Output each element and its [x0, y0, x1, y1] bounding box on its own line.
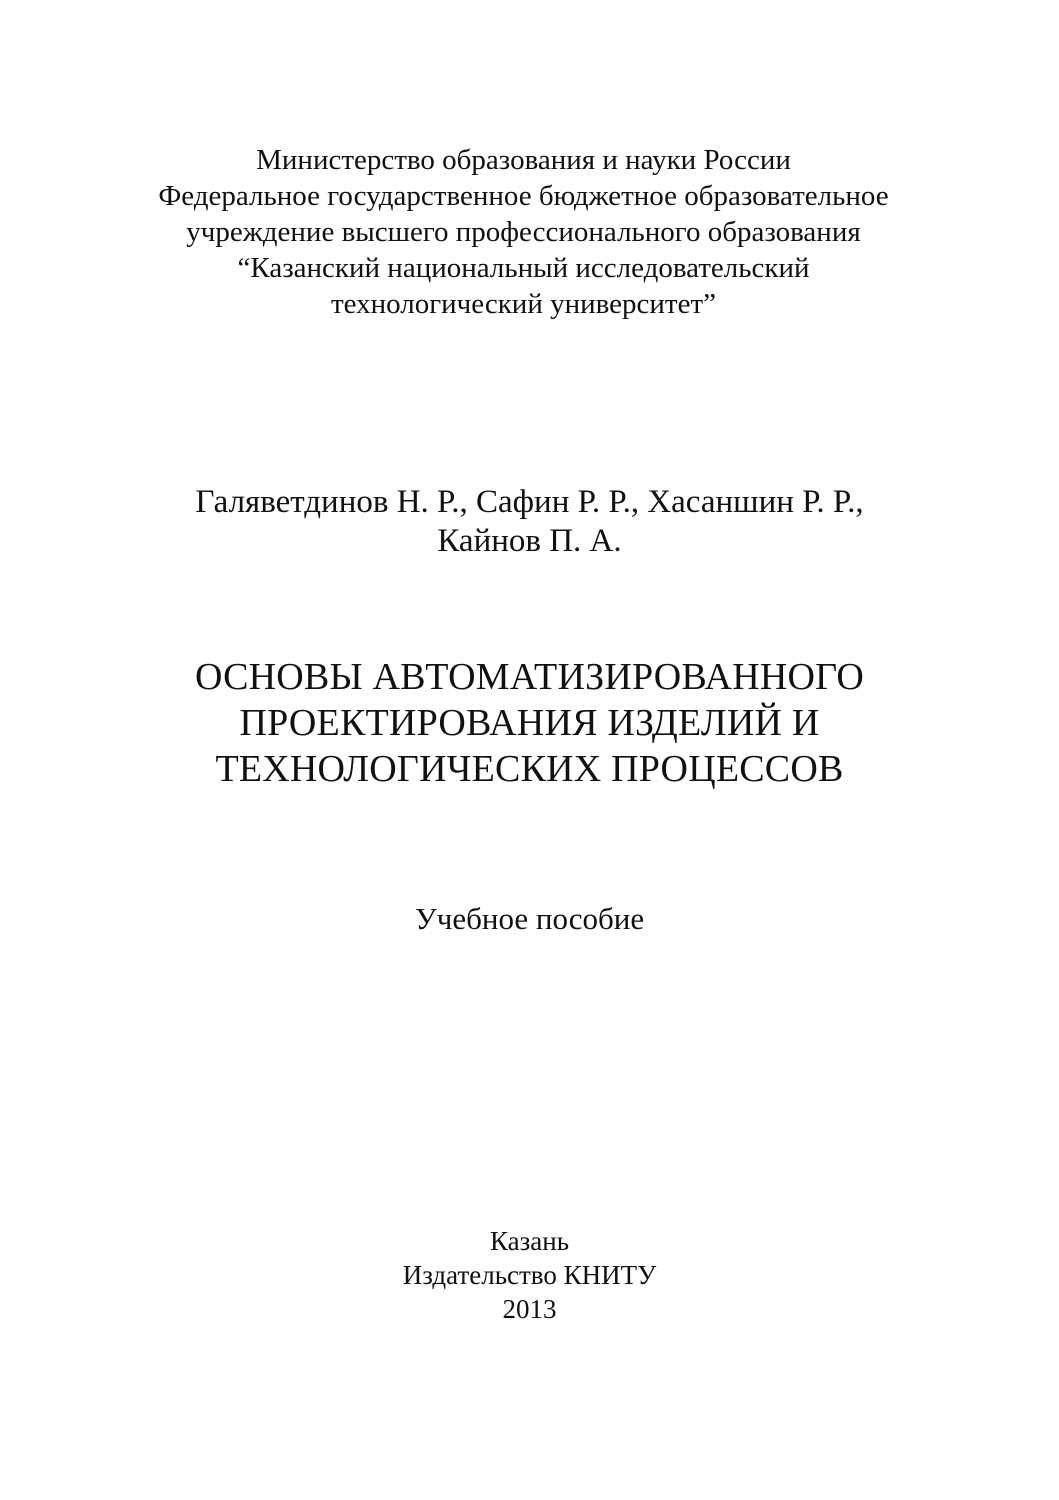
institution-line-university-name: “Казанский национальный исследовательский — [237, 252, 810, 284]
book-title-line-3: ТЕХНОЛОГИЧЕСКИХ ПРОЦЕССОВ — [215, 748, 844, 790]
authors-line-1: Галяветдинов Н. Р., Сафин Р. Р., Хасаншин Р. Р., — [195, 484, 864, 520]
book-title — [0, 654, 1059, 792]
book-type-label: Учебное пособие — [414, 901, 645, 936]
institution-line-ministry: Министерство образования и науки России — [256, 144, 791, 176]
institution-line-federal: Федеральное государственное бюджетное образовательное — [158, 180, 889, 212]
institution-line-university-type: технологический университет” — [330, 288, 717, 320]
book-title-line-1: ОСНОВЫ АВТОМАТИЗИРОВАННОГО — [194, 656, 864, 698]
imprint-city: Казань — [489, 1226, 570, 1256]
authors-block — [0, 483, 1059, 561]
imprint-publisher: Издательство КНИТУ — [402, 1260, 657, 1290]
authors-line-2: Кайнов П. А. — [437, 523, 622, 559]
institution-line-education: учреждение высшего профессионального образования — [186, 216, 861, 248]
book-title-line-2: ПРОЕКТИРОВАНИЯ ИЗДЕЛИЙ И — [239, 702, 820, 744]
imprint-year: 2013 — [502, 1294, 557, 1324]
book-type — [0, 900, 1059, 938]
institution-header — [0, 142, 1053, 322]
imprint-block — [0, 1224, 1059, 1326]
